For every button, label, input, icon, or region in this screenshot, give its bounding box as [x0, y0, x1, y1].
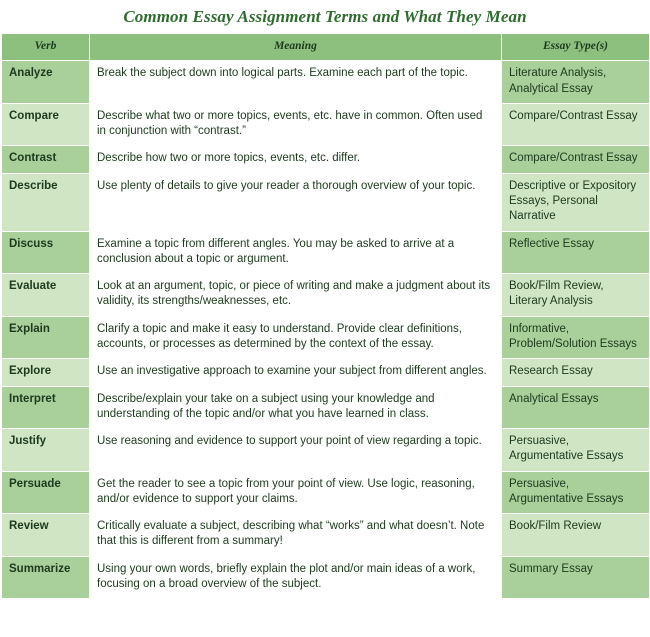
row-verb: Persuade	[2, 471, 90, 514]
row-verb: Explain	[2, 316, 90, 359]
row-meaning: Describe/explain your take on a subject using your knowledge and understanding of the topic and/or what you have learned in class.	[90, 386, 502, 429]
page-title: Common Essay Assignment Terms and What They Mean	[123, 7, 527, 26]
row-meaning: Use reasoning and evidence to support your point of view regarding a topic.	[90, 429, 502, 472]
table-row	[2, 386, 650, 429]
table-row	[2, 231, 650, 274]
row-verb: Describe	[2, 173, 90, 231]
table-row	[2, 103, 650, 146]
row-meaning: Use plenty of details to give your reader a thorough overview of your topic.	[90, 173, 502, 231]
row-meaning: Break the subject down into logical parts. Examine each part of the topic.	[90, 61, 502, 104]
row-essay-type: Reflective Essay	[502, 231, 650, 274]
row-meaning: Use an investigative approach to examine your subject from different angles.	[90, 359, 502, 386]
row-meaning: Describe how two or more topics, events, etc. differ.	[90, 146, 502, 173]
table-row	[2, 316, 650, 359]
row-essay-type: Research Essay	[502, 359, 650, 386]
row-essay-type: Analytical Essays	[502, 386, 650, 429]
row-essay-type: Descriptive or Expository Essays, Personal Narrative	[502, 173, 650, 231]
table-row	[2, 274, 650, 317]
row-verb: Evaluate	[2, 274, 90, 317]
row-verb: Discuss	[2, 231, 90, 274]
table-row	[2, 514, 650, 557]
table-header-row	[2, 34, 650, 61]
table-row	[2, 429, 650, 472]
row-meaning: Describe what two or more topics, events, etc. have in common. Often used in conjunction with “contrast.”	[90, 103, 502, 146]
row-meaning: Critically evaluate a subject, describing what “works” and what doesn’t. Note that this is different from a summary!	[90, 514, 502, 557]
table-row	[2, 359, 650, 386]
row-verb: Contrast	[2, 146, 90, 173]
row-essay-type: Informative, Problem/Solution Essays	[502, 316, 650, 359]
row-essay-type: Compare/Contrast Essay	[502, 146, 650, 173]
row-meaning: Look at an argument, topic, or piece of writing and make a judgment about its validity, its strengths/weaknesses, etc.	[90, 274, 502, 317]
row-meaning: Examine a topic from different angles. You may be asked to arrive at a conclusion about a topic or argument.	[90, 231, 502, 274]
row-essay-type: Book/Film Review	[502, 514, 650, 557]
row-essay-type: Compare/Contrast Essay	[502, 103, 650, 146]
row-verb: Explore	[2, 359, 90, 386]
row-verb: Interpret	[2, 386, 90, 429]
column-header-verb: Verb	[2, 34, 90, 61]
row-meaning: Using your own words, briefly explain the plot and/or main ideas of a work, focusing on a broad overview of the subject.	[90, 556, 502, 599]
row-essay-type: Literature Analysis, Analytical Essay	[502, 61, 650, 104]
table-row	[2, 146, 650, 173]
row-essay-type: Persuasive, Argumentative Essays	[502, 471, 650, 514]
table-row	[2, 471, 650, 514]
row-verb: Review	[2, 514, 90, 557]
row-essay-type: Summary Essay	[502, 556, 650, 599]
table-row	[2, 61, 650, 104]
essay-terms-table	[1, 33, 650, 599]
row-essay-type: Book/Film Review, Literary Analysis	[502, 274, 650, 317]
row-verb: Analyze	[2, 61, 90, 104]
row-essay-type: Persuasive, Argumentative Essays	[502, 429, 650, 472]
column-header-meaning: Meaning	[90, 34, 502, 61]
table-row	[2, 173, 650, 231]
row-verb: Compare	[2, 103, 90, 146]
row-verb: Justify	[2, 429, 90, 472]
column-header-essay-type: Essay Type(s)	[502, 34, 650, 61]
table-row	[2, 556, 650, 599]
table-body	[2, 61, 650, 599]
row-meaning: Clarify a topic and make it easy to understand. Provide clear definitions, accounts, or processes as determined by the context of the essay.	[90, 316, 502, 359]
table-header	[2, 34, 650, 61]
row-meaning: Get the reader to see a topic from your point of view. Use logic, reasoning, and/or evidence to support your claims.	[90, 471, 502, 514]
row-verb: Summarize	[2, 556, 90, 599]
